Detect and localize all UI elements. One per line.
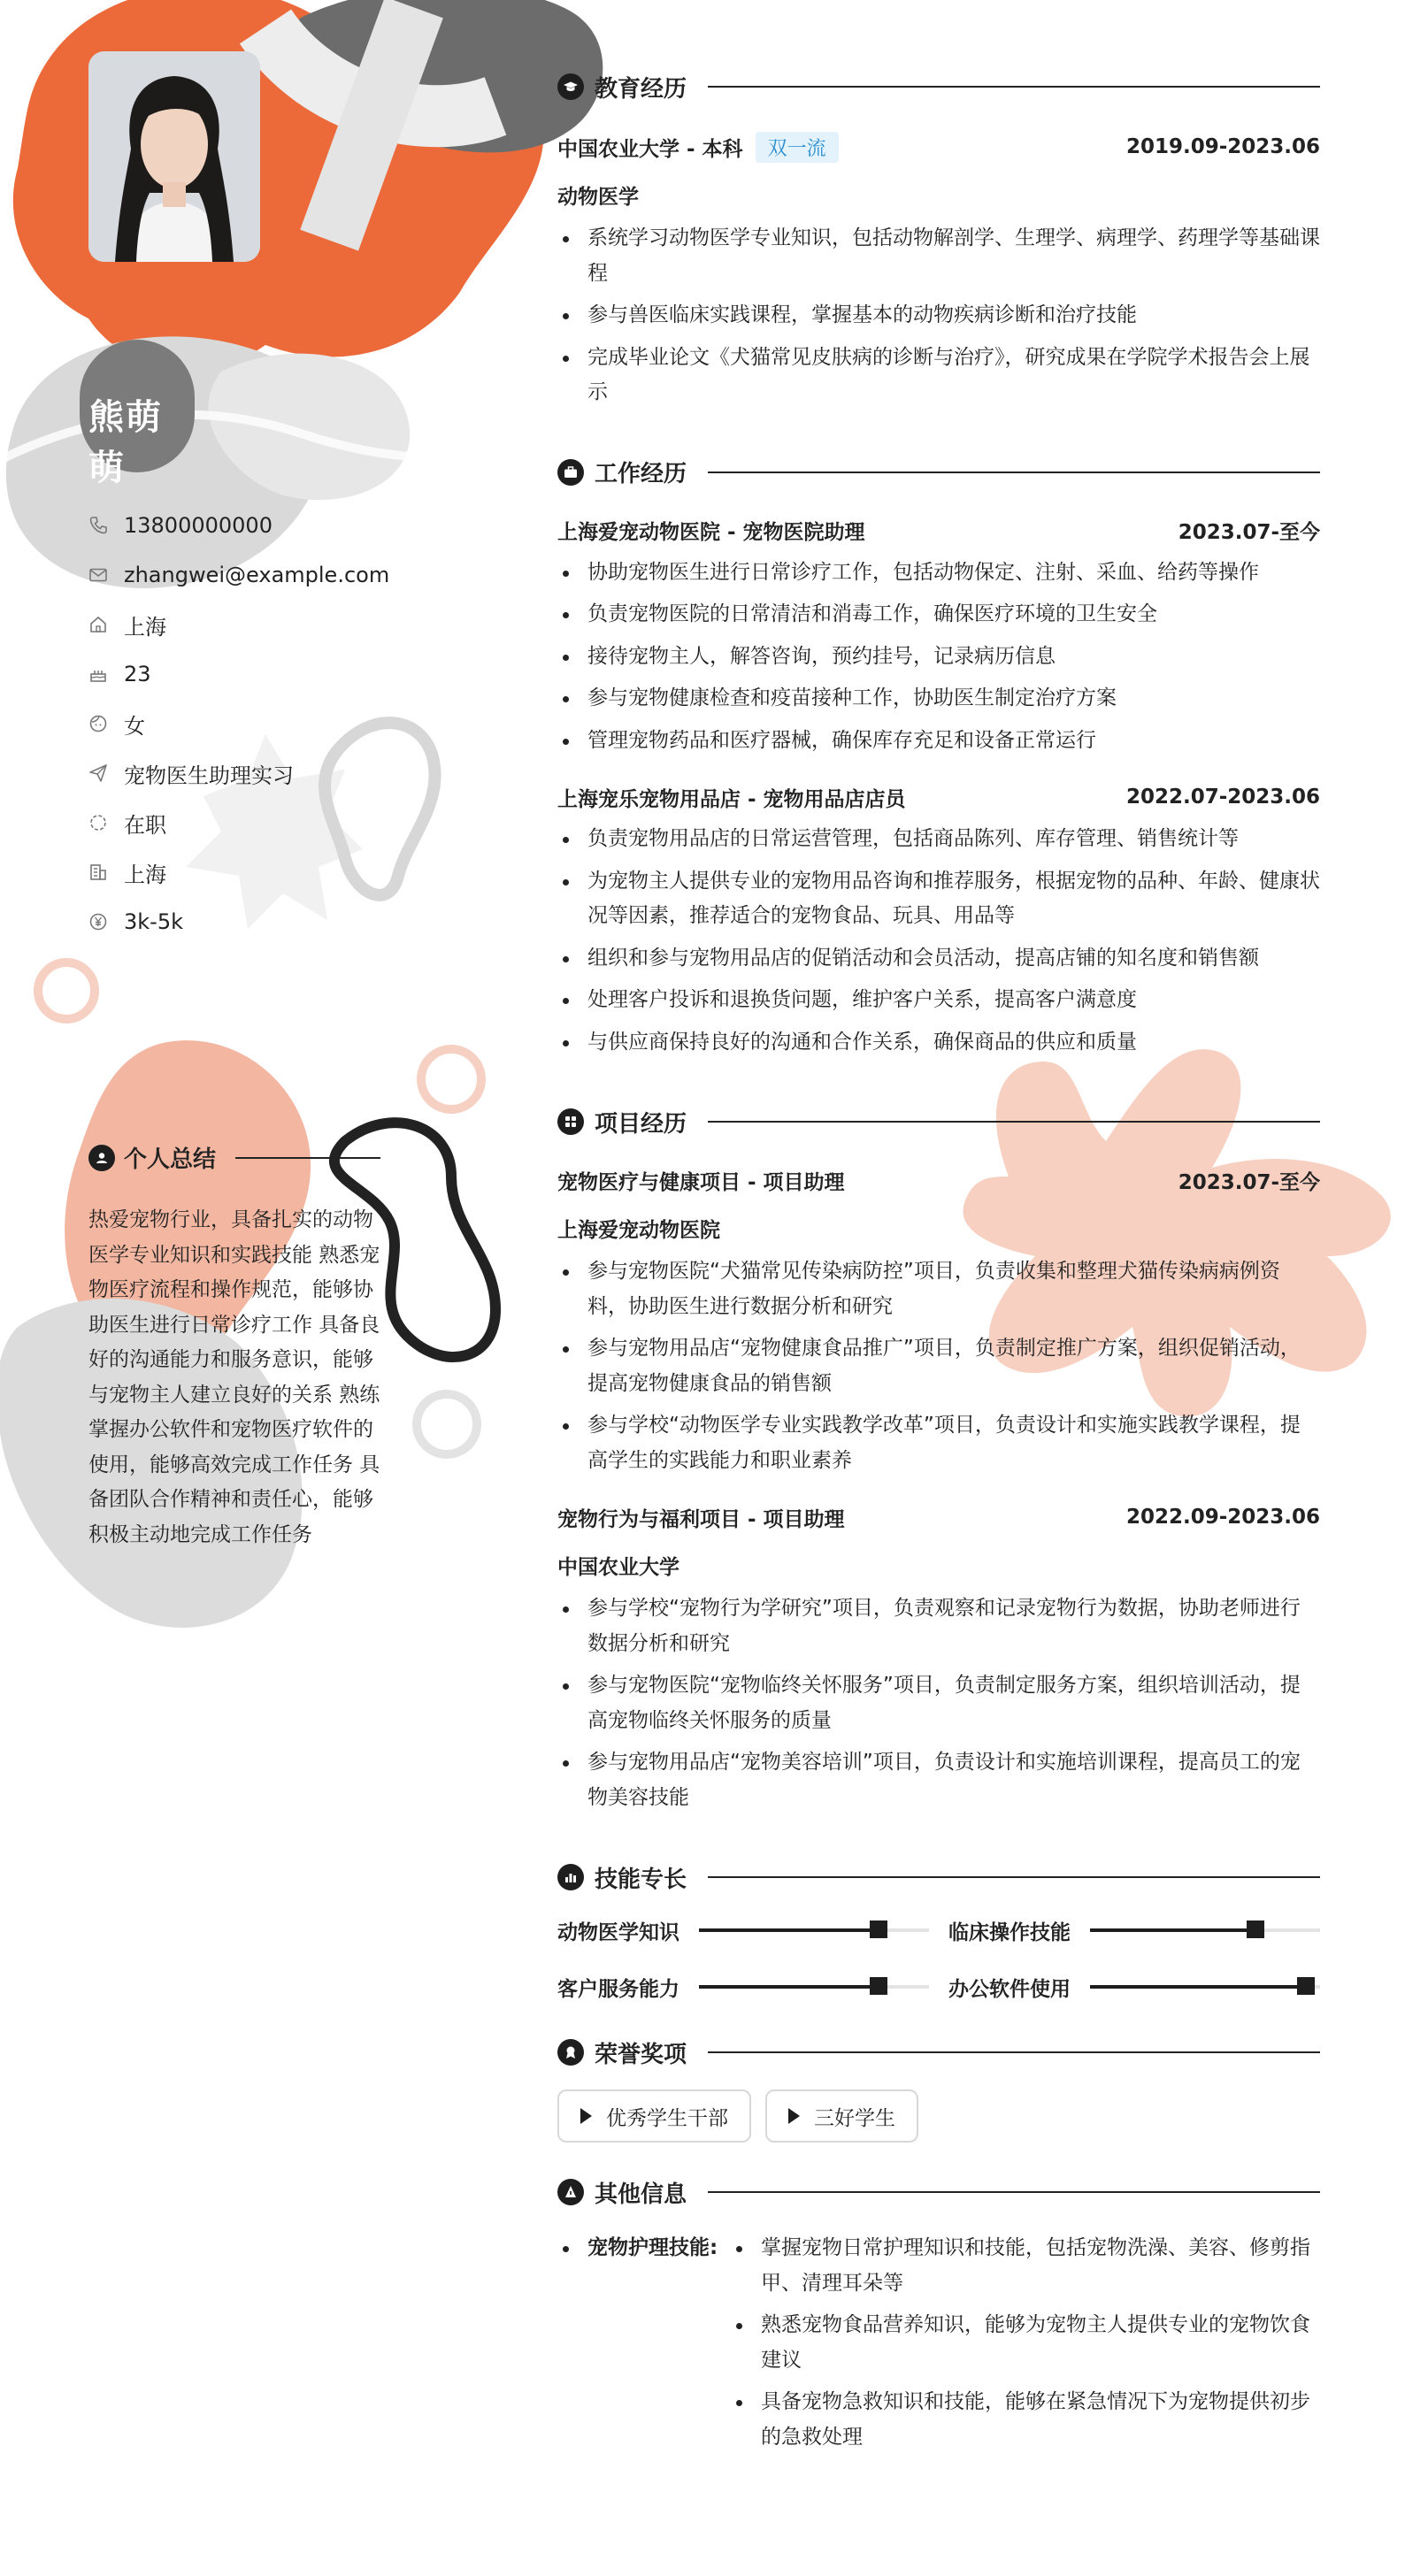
- skill-knob: [870, 1920, 887, 1938]
- contact-value: 13800000000: [124, 513, 273, 538]
- job-title: 上海宠乐宠物用品店 - 宠物用品店店员: [557, 787, 906, 811]
- mail-icon: [88, 565, 108, 585]
- name-block: [80, 340, 195, 488]
- contact-value: 3k-5k: [124, 909, 183, 934]
- education-entry-head: [557, 129, 1320, 165]
- job-date: 2023.07-至今: [1178, 521, 1320, 544]
- list-item: 参与宠物用品店“宠物健康食品推广”项目，负责制定推广方案，组织促销活动，提高宠物健康食品的销售额: [557, 1331, 1320, 1401]
- home-icon: [88, 615, 108, 634]
- project-entry-head: [557, 1162, 1320, 1198]
- section-title: 教育经历: [595, 75, 687, 103]
- other-list: [731, 2231, 1320, 2462]
- list-item: 具备宠物急救知识和技能，能够在紧急情况下为宠物提供初步的急救处理: [731, 2385, 1320, 2455]
- divider: [708, 2191, 1320, 2193]
- play-icon: [580, 2108, 592, 2124]
- section-education: [557, 67, 1320, 106]
- project-org: 中国农业大学: [557, 1555, 679, 1579]
- skill-fill: [1090, 1928, 1255, 1932]
- phone-icon: [88, 516, 108, 535]
- skill-item: [948, 1913, 1329, 1948]
- skill-item: [557, 1969, 938, 2005]
- peach-ring-1: [38, 962, 95, 1019]
- divider: [708, 1121, 1320, 1123]
- list-item: 协助宠物医生进行日常诊疗工作，包括动物保定、注射、采血、给药等操作: [557, 556, 1320, 591]
- project-title: 宠物医疗与健康项目 - 项目助理: [557, 1170, 845, 1194]
- list-item: 处理客户投诉和退换货问题，维护客户关系，提高客户满意度: [557, 983, 1320, 1018]
- divider: [708, 1876, 1320, 1878]
- list-item: 参与宠物健康检查和疫苗接种工作，协助医生制定治疗方案: [557, 681, 1320, 717]
- project-list: [557, 1254, 1320, 1478]
- job-list: [557, 556, 1320, 759]
- job-date: 2022.07-2023.06: [1125, 786, 1320, 809]
- send-icon: [88, 763, 108, 783]
- project-list: [557, 1591, 1320, 1815]
- other-info: [557, 2231, 1320, 2462]
- contact-value: 宠物医生助理实习: [124, 763, 294, 788]
- skill-name: 临床操作技能: [948, 1920, 1071, 1944]
- skill-name: 客户服务能力: [557, 1977, 679, 2001]
- education-date: 2019.09-2023.06: [1125, 135, 1320, 158]
- section-projects: [557, 1102, 1320, 1141]
- list-item: 参与宠物医院“犬猫常见传染病防控”项目，负责收集和整理犬猫传染病病例资料，协助医生进行数据分析和研究: [557, 1254, 1320, 1324]
- contact-value: 女: [124, 713, 145, 739]
- divider: [708, 2051, 1320, 2053]
- job-entry-head: [557, 513, 1320, 548]
- summary-text: 热爱宠物行业，具备扎实的动物医学专业知识和实践技能 熟悉宠物医疗流程和操作规范，能够协助医生进行日常诊疗工作 具备良好的沟通能力和服务意识，能够与宠物主人建立良好的关系 熟练掌握办公软件和宠物医疗软件的使用，能够高效完成工作任务 具备团队合作精神和责任心，能够积极主动地完成工作任务: [88, 1208, 380, 1546]
- list-item: 参与宠物医院“宠物临终关怀服务”项目，负责制定服务方案，组织培训活动，提高宠物临终关怀服务的质量: [557, 1668, 1320, 1738]
- list-item: 系统学习动物医学专业知识，包括动物解剖学、生理学、病理学、药理学等基础课程: [557, 221, 1320, 291]
- other-key: 宠物护理技能:: [557, 2231, 731, 2462]
- contact-status: [88, 798, 389, 847]
- job-list: [557, 822, 1320, 1060]
- contact-value: 在职: [124, 812, 166, 838]
- play-icon: [788, 2108, 800, 2124]
- award-label: 优秀学生干部: [606, 2106, 728, 2130]
- skill-fill: [699, 1928, 879, 1932]
- skill-grid: [557, 1913, 1320, 2005]
- skill-fill: [699, 1985, 879, 1989]
- list-item: 熟悉宠物食品营养知识，能够为宠物主人提供专业的宠物饮食建议: [731, 2308, 1320, 2378]
- project-date: 2023.07-至今: [1178, 1170, 1320, 1194]
- divider: [708, 472, 1320, 473]
- section-title: 项目经历: [595, 1110, 687, 1138]
- yen-icon: [88, 912, 108, 932]
- list-item: 管理宠物药品和医疗器械，确保库存充足和设备正常运行: [557, 724, 1320, 759]
- contact-job-target: [88, 748, 389, 798]
- contact-value: 上海: [124, 614, 166, 640]
- list-item: 掌握宠物日常护理知识和技能，包括宠物洗澡、美容、修剪指甲、清理耳朵等: [731, 2231, 1320, 2301]
- user-icon: [88, 1145, 115, 1171]
- list-item: 与供应商保持良好的沟通和合作关系，确保商品的供应和质量: [557, 1025, 1320, 1061]
- divider: [235, 1157, 380, 1159]
- graduation-cap-icon: [557, 73, 584, 100]
- status-icon: [88, 813, 108, 832]
- section-skills: [557, 1858, 1320, 1897]
- school-tag: 双一流: [756, 132, 839, 163]
- bar-chart-icon: [557, 1864, 584, 1890]
- section-honors: [557, 2033, 1320, 2072]
- project-title: 宠物行为与福利项目 - 项目助理: [557, 1507, 845, 1531]
- skill-fill: [1090, 1985, 1306, 1989]
- skill-track: [699, 1985, 929, 1989]
- contact-age: [88, 649, 389, 699]
- summary-header: [88, 1141, 380, 1174]
- award-icon: [557, 2039, 584, 2066]
- list-item: 负责宠物医院的日常清洁和消毒工作，确保医疗环境的卫生安全: [557, 597, 1320, 632]
- contact-email: [88, 550, 389, 600]
- award-label: 三好学生: [814, 2106, 895, 2130]
- section-work: [557, 453, 1320, 492]
- main-column: [557, 67, 1320, 2462]
- skill-knob: [870, 1977, 887, 1995]
- list-item: 组织和参与宠物用品店的促销活动和会员活动，提高店铺的知名度和销售额: [557, 941, 1320, 977]
- project-date: 2022.09-2023.06: [1125, 1506, 1320, 1529]
- skill-name: 办公软件使用: [948, 1977, 1071, 2001]
- list-item: 完成毕业论文《犬猫常见皮肤病的诊断与治疗》，研究成果在学院学术报告会上展示: [557, 341, 1320, 410]
- gender-icon: [88, 714, 108, 733]
- skill-item: [948, 1969, 1329, 2005]
- list-item: 为宠物主人提供专业的宠物用品咨询和推荐服务，根据宠物的品种、年龄、健康状况等因素，推荐适合的宠物食品、玩具、用品等: [557, 864, 1320, 934]
- section-other: [557, 2173, 1320, 2212]
- award-chip: [557, 2089, 751, 2143]
- job-entry-head: [557, 779, 1320, 815]
- cake-icon: [88, 664, 108, 684]
- contact-value: 上海: [124, 862, 166, 887]
- list-item: 参与宠物用品店“宠物美容培训”项目，负责设计和实施培训课程，提高员工的宠物美容技能: [557, 1745, 1320, 1815]
- contact-city: [88, 847, 389, 897]
- skill-knob: [1247, 1920, 1264, 1938]
- list-item: 负责宠物用品店的日常运营管理，包括商品陈列、库存管理、销售统计等: [557, 822, 1320, 857]
- major: 动物医学: [557, 185, 639, 209]
- section-title: 技能专长: [595, 1866, 687, 1893]
- job-title: 上海爱宠动物医院 - 宠物医院助理: [557, 521, 865, 544]
- avatar: [88, 51, 260, 262]
- section-title: 其他信息: [595, 2181, 687, 2208]
- skill-item: [557, 1913, 938, 1948]
- contact-location: [88, 600, 389, 649]
- school-name: 中国农业大学 - 本科: [557, 137, 743, 161]
- briefcase-icon: [557, 459, 584, 486]
- skill-track: [1090, 1985, 1320, 1989]
- list-item: 参与学校“动物医学专业实践教学改革”项目，负责设计和实施实践教学课程，提高学生的实践能力和职业素养: [557, 1408, 1320, 1478]
- skill-track: [699, 1928, 929, 1932]
- project-org: 上海爱宠动物医院: [557, 1218, 720, 1242]
- divider: [708, 86, 1320, 88]
- peach-ring-2: [421, 1049, 481, 1109]
- section-title: 荣誉奖项: [595, 2041, 687, 2068]
- list-item: 参与兽医临床实践课程，掌握基本的动物疾病诊断和治疗技能: [557, 298, 1320, 334]
- skill-knob: [1297, 1977, 1315, 1995]
- contact-phone: [88, 501, 389, 550]
- list-item: 接待宠物主人，解答咨询，预约挂号，记录病历信息: [557, 640, 1320, 675]
- contact-value: 23: [124, 662, 151, 686]
- section-title: 工作经历: [595, 461, 687, 487]
- contact-salary: [88, 897, 389, 947]
- project-entry-head: [557, 1499, 1320, 1535]
- summary-title: 个人总结: [124, 1146, 217, 1173]
- grid-icon: [557, 1108, 584, 1135]
- skill-track: [1090, 1928, 1320, 1932]
- education-list: [557, 221, 1320, 410]
- list-item: 参与学校“宠物行为学研究”项目，负责观察和记录宠物行为数据，协助老师进行数据分析和研究: [557, 1591, 1320, 1661]
- info-icon: [557, 2179, 584, 2205]
- building-icon: [88, 862, 108, 882]
- skill-name: 动物医学知识: [557, 1920, 679, 1944]
- contact-gender: [88, 699, 389, 748]
- contact-value: zhangwei@example.com: [124, 563, 390, 587]
- contact-list: [88, 501, 389, 947]
- award-list: [557, 2089, 1320, 2143]
- award-chip: [765, 2089, 918, 2143]
- candidate-name: 熊萌萌: [88, 397, 163, 488]
